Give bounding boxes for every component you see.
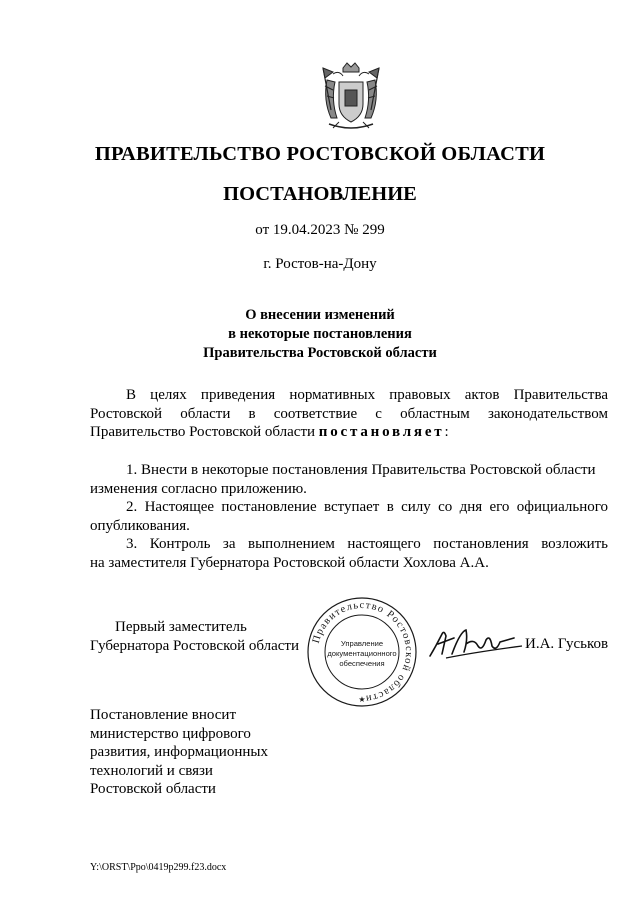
item-line: на заместителя Губернатора Ростовской области Хохлова А.А. (90, 554, 489, 571)
preamble-text: Правительство Ростовской области (90, 424, 319, 440)
stamp-center-line: документационного (327, 649, 397, 658)
handwritten-signature (426, 624, 526, 660)
document-type: ПОСТАНОВЛЕНИЕ (223, 183, 417, 205)
document-subject (0, 306, 640, 363)
government-name: ПРАВИТЕЛЬСТВО РОСТОВСКОЙ ОБЛАСТИ (94, 143, 546, 165)
official-stamp (306, 596, 418, 708)
stamp-ring-text: Правительство Ростовской области (310, 599, 415, 704)
preamble-colon: : (444, 424, 449, 440)
stamp-center-line: обеспечения (339, 659, 385, 668)
item-line: 2. Настоящее постановление вступает в силу со дня его официального (126, 499, 608, 515)
preamble-paragraph (90, 386, 608, 442)
position-line: Губернатора Ростовской области (90, 638, 300, 654)
item-line: изменения согласно приложению. (90, 480, 307, 497)
subject-line: в некоторые постановления (228, 326, 412, 342)
signatory-name: И.А. Гуськов (525, 636, 609, 652)
note-line: развития, информационных (90, 744, 268, 760)
item-line: опубликования. (90, 517, 190, 534)
item-line: 1. Внести в некоторые постановления Правительства Ростовской области (126, 462, 596, 478)
document-date-number: от 19.04.2023 № 299 (255, 222, 385, 238)
item-2 (90, 498, 608, 535)
stamp-center-line: Управление (340, 639, 384, 648)
file-path-footer: Y:\ORST\Ppo\0419p299.f23.docx (90, 862, 227, 873)
svg-text:★: ★ (358, 695, 366, 704)
submitter-note (90, 706, 268, 799)
preamble-line: Ростовской области в соответствие с областным законодательством (90, 405, 608, 422)
preamble-line: В целях приведения нормативных правовых актов Правительства (126, 387, 608, 403)
signatory-position (90, 618, 300, 656)
item-3 (90, 535, 608, 572)
note-line: министерство цифрового (90, 725, 251, 742)
coat-of-arms-icon (319, 60, 383, 134)
note-line: технологий и связи (90, 762, 213, 779)
subject-line: О внесении изменений (245, 307, 395, 323)
preamble-line (90, 423, 608, 442)
note-line: Ростовской области (90, 781, 216, 797)
position-line: Первый заместитель (115, 619, 247, 635)
subject-line: Правительства Ростовской области (203, 345, 437, 361)
resolves-word: постановляет (318, 424, 445, 440)
document-city: г. Ростов-на-Дону (263, 256, 377, 272)
item-line: 3. Контроль за выполнением настоящего постановления возложить (126, 536, 608, 552)
item-1 (90, 461, 608, 498)
note-line: Постановление вносит (90, 707, 237, 723)
